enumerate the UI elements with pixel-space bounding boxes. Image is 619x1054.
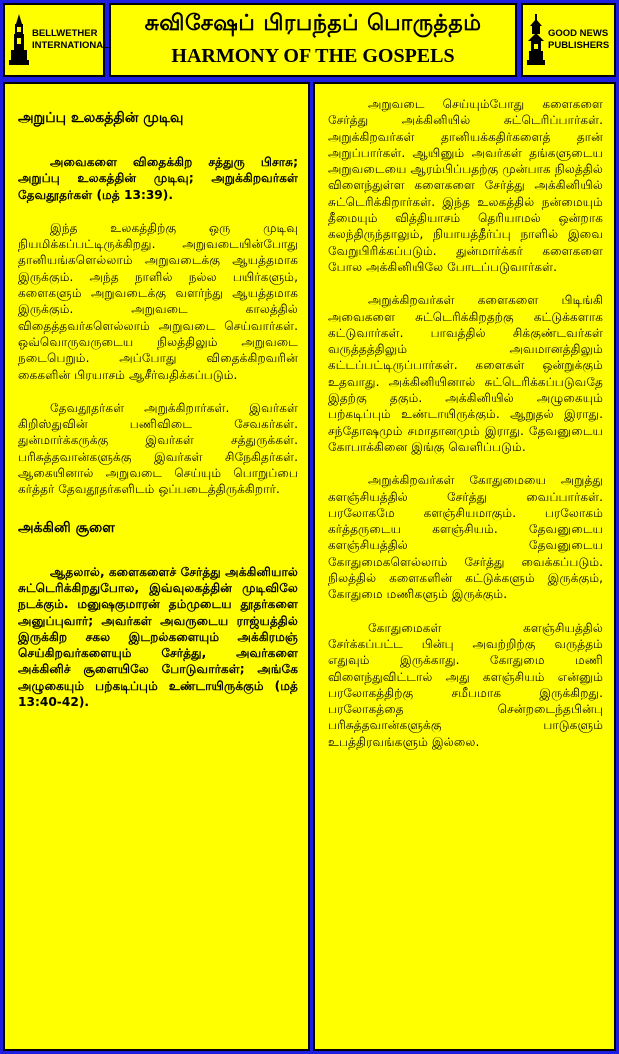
good-news-logo-text xyxy=(548,28,609,52)
logo-right-line2: PUBLISHERS xyxy=(548,40,610,51)
bell-tower-icon xyxy=(9,14,29,66)
good-news-logo xyxy=(521,3,616,77)
title-tamil: சுவிசேஷப் பிரபந்தப் பொருத்தம் xyxy=(144,11,482,36)
paragraph: இந்த உலகத்திற்கு ஒரு முடிவு நியமிக்கப்பட்டிருக்கிறது. அறுவடையின்போது தானியங்களெல்லாம் அறுவடைக்கு ஆயத்தமாக இருக்கும். அந்த நாளில் நல்ல பயிர்களும், களைகளும் அறுவடைக்கு வளர்ந்து ஆயத்தமாக இருக்கும். அறுவடை காலத்தில் விதைத்தவர்களெல்லாம் அறுவடை செய்வார்கள். ஒவ்வொருவருடைய நிலத்திலும் அறுவடை நடைபெறும். அப்போது விதைக்கிறவரின் கைகளின் பிரயாசம் ஆசீர்வதிக்கப்படும். xyxy=(18,220,298,382)
paragraph: அறுக்கிறவர்கள் கோதுமையை அறுத்து களஞ்சியத்தில் சேர்த்து வைப்பார்கள். பரலோகமே களஞ்சியமாகும். பரலோகம் கர்த்தருடைய களஞ்சியம். தேவனுடைய களஞ்சியத்தில் தேவனுடைய கோதுமைகளெல்லாம் சேர்த்து வைக்கப்படும். நிலத்தில் களைகளின் கட்டுக்களும் இருக்கும், கோதுமை மணிகளும் இருக்கும். xyxy=(328,473,603,602)
section-heading-furnace: அக்கினி சூளை xyxy=(18,519,115,536)
logo-left-line1: BELLWETHER xyxy=(32,28,98,39)
header-title-box xyxy=(109,3,517,77)
logo-right-line1: GOOD NEWS xyxy=(548,28,609,39)
bellwether-logo xyxy=(3,3,109,77)
scripture-quote-13-40-42: ஆதலால், களைகளைச் சேர்த்து அக்கினியால் சுட்டெரிக்கிறதுபோல, இவ்வுலகத்தின் முடிவிலே நடக்கும். மனுஷகுமாரன் தம்முடைய தூதர்களை அனுப்புவார்; அவர்கள் அவருடைய ராஜ்யத்தில் இருக்கிற சகல இடறல்களையும் அக்கிரமஞ் செய்கிறவர்களையும் சேர்த்து, அவர்களை அக்கினிச் சூளையிலே போடுவார்கள்; அங்கே அழுகையும் பற்கடிப்பும் உண்டாயிருக்கும் (மத் 13:40-42). xyxy=(18,564,298,710)
paragraph: தேவதூதர்கள் அறுக்கிறார்கள். இவர்கள் கிறிஸ்துவின் பணிவிடை சேவகர்கள். துன்மார்க்கருக்கு இவர்கள் சத்துருக்கள். பரிசுத்தவான்களுக்கு இவர்கள் சிநேகிதர்கள். ஆகையினால் அறுவடை செய்யும் பொறுப்பை கர்த்தர் தேவதூதர்களிடம் ஒப்படைத்திருக்கிறார். xyxy=(18,400,298,497)
left-column xyxy=(3,82,310,1051)
paragraph: அறுவடை செய்யும்போது களைகளை சேர்த்து அக்கினியில் சுட்டெரிப்பார்கள். அறுக்கிறவர்கள் தானியக்கதிர்களைத் தான் அறுப்பார்கள். ஆயினும் அவர்கள் தங்களுடைய அறுவடையை ஆரம்பிப்பதற்கு முன்பாக நிலத்தில் விளைந்துள்ள களைகளை சேர்த்து அக்கினியில் சுட்டெரிக்கிறார்கள். இந்த உலகத்தில் நன்மையும் தீமையும் வித்தியாசம் தெரியாமல் ஒன்றாக கலந்திருந்தாலும், நியாயத்தீர்ப்பு நாளில் இவை வேறுபிரிக்கப்படும். துன்மார்க்கர் களைகளை போல அக்கினியிலே போடப்படுவார்கள். xyxy=(328,97,603,274)
title-english: HARMONY OF THE GOSPELS xyxy=(171,45,455,67)
logo-left-line2: INTERNATIONAL xyxy=(32,40,109,51)
scripture-quote-13-39: அவைகளை விதைக்கிற சத்துரு பிசாசு; அறுப்பு உலகத்தின் முடிவு; அறுக்கிறவர்கள் தேவதூதர்கள் (மத் 13:39). xyxy=(18,155,298,202)
right-column xyxy=(313,82,616,1051)
bellwether-logo-text xyxy=(32,28,109,52)
paragraph: கோதுமைகள் களஞ்சியத்தில் சேர்க்கப்பட்ட பின்பு அவற்றிற்கு வருத்தம் எதுவும் இருக்காது. கோதுமை மணி விளைந்துவிட்டால் அது களஞ்சியம் என்னும் பரலோகத்திற்கு சமீபமாக இருக்கிறது. பரலோகத்தை சென்றடைந்தபின்பு பரிசுத்தவான்களுக்கு பாடுகளும் உபத்திரவங்களும் இல்லை. xyxy=(328,620,603,749)
paragraph: அறுக்கிறவர்கள் களைகளை பிடிங்கி அவைகளை சுட்டெரிக்கிறதற்கு கட்டுக்களாக கட்டுவார்கள். பாவத்தில் சிக்குண்டவர்கள் வருத்தத்திலும் அவமானத்திலும் கட்டப்பட்டிருப்பார்கள். களைகள் ஒன்றுக்கும் உதவாது. அக்கினியினால் சுட்டெரிக்கப்படுவதே இதற்கு தகும். அக்கினியில் அழுகையும் பற்கடிப்பும் உண்டாயிருக்கும். ஆறுதல் இராது. சந்தோஷமும் சமாதானமும் இராது. தேவனுடைய கோபாக்கினை இங்கு வெளிப்படும். xyxy=(328,293,603,454)
section-heading-harvest: அறுப்பு உலகத்தின் முடிவு xyxy=(18,110,184,126)
pagoda-tower-icon xyxy=(527,14,545,66)
